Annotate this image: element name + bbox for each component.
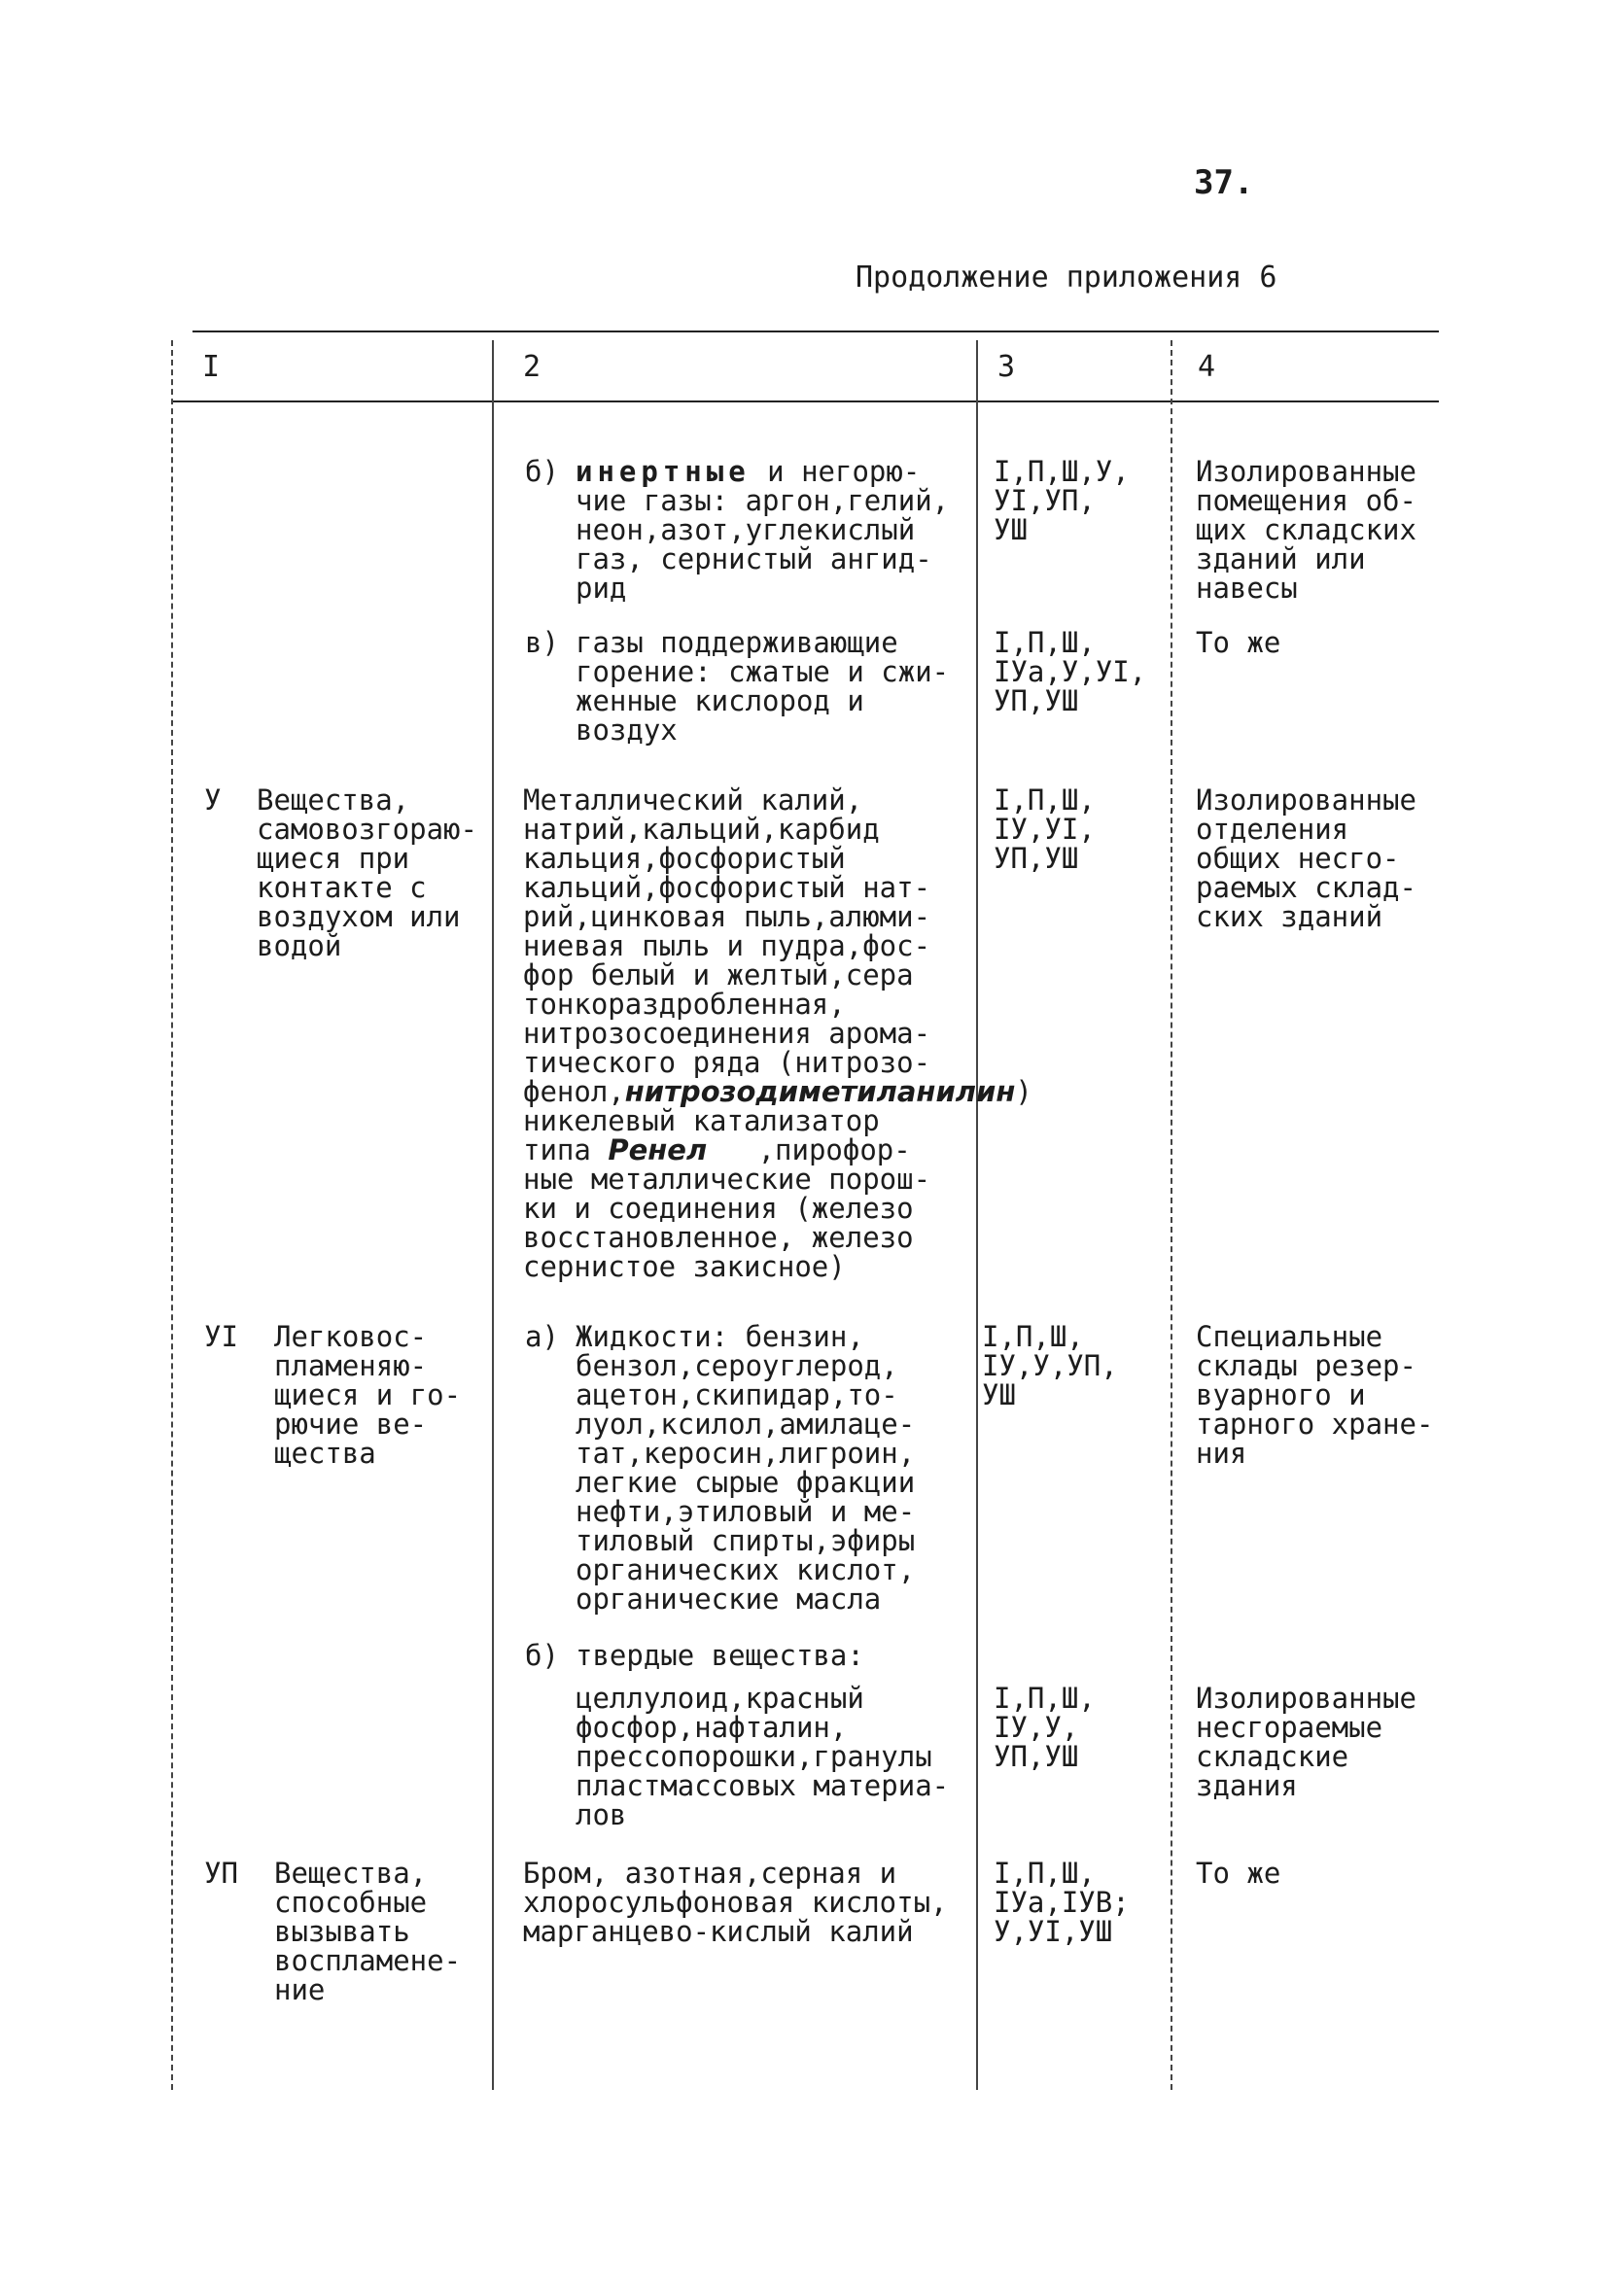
class-v-number: У [204,783,222,817]
text-line: горение: сжатые и сжи- [576,655,950,688]
text-line: целлулоид,красный [576,1682,864,1715]
text-line: самовозгораю- [257,813,477,846]
text-line: тарного хране- [1196,1408,1434,1441]
text-line: УШ [994,513,1028,546]
text-line: УП,УШ [994,1740,1079,1773]
text-line: тат,керосин,лигроин, [576,1437,916,1470]
text-line: I,П,Ш, [982,1320,1084,1353]
text-line: ниевая пыль и пудра,фос- [523,929,931,962]
text-line: склады резер- [1196,1349,1416,1382]
inert-lead-word: инертные [576,455,751,488]
text-line: газы поддерживающие [576,626,898,659]
text-line: I,П,Ш, [994,626,1096,659]
text-line: щиеся и го- [274,1378,462,1411]
column-header-3: 3 [997,350,1016,384]
text-line: щих складских [1196,513,1416,546]
text-line: прессопорошки,гранулы [576,1740,932,1773]
class-vii-classes [994,1859,1130,1946]
class-v-classes [994,785,1096,873]
text-line: I,П,Ш, [994,783,1096,817]
text-line: кальция,фосфористый [523,842,846,875]
text-line: здания [1196,1769,1298,1802]
text-line: воздухом или [257,900,461,933]
text-line: УШ [982,1378,1016,1411]
class-vii-number: УП [204,1857,238,1890]
text-line: помещения об- [1196,484,1416,517]
text-line: I,П,Ш, [994,1857,1096,1890]
row-solids-heading: твердые вещества: [576,1639,864,1672]
text-line: тонкораздробленная, [523,988,846,1021]
text-line: водой [257,929,342,962]
text-line: органических кислот, [576,1553,916,1586]
row-solids-classes [994,1684,1096,1771]
column-divider-3 [1171,340,1172,2090]
text-line: щества [274,1437,376,1470]
column-header-4: 4 [1198,350,1216,384]
class-vii-name [274,1859,461,2004]
text-line: IУ,У,УП, [982,1349,1118,1382]
text-line: натрий,кальций,карбид [523,813,880,846]
row-solids-substances [576,1684,949,1829]
text-line: рид [576,572,627,605]
text-line: рючие ве- [274,1408,428,1441]
row-oxidizing-gases-classes [994,628,1146,715]
column-header-1: I [202,350,221,384]
text-line: ских зданий [1196,900,1383,933]
text-line: легкие сырые фракции [576,1466,916,1499]
text-line: раемых склад- [1196,871,1416,904]
text-line: способные [274,1886,428,1919]
text-line: женные кислород и [576,684,864,717]
row-inert-gases-substances [576,457,949,603]
row-solids-storage [1196,1684,1416,1800]
handwritten-insert-nitrosodimethylaniline: нитрозодиметиланилин [624,1075,1016,1108]
text-line: Жидкости: бензин, [576,1320,864,1353]
text-line: воспламене- [274,1944,462,1977]
text-line: вуарного и [1196,1378,1366,1411]
class-vi-number: УI [204,1320,238,1353]
text-line: Специальные [1196,1320,1383,1353]
row-inert-gases-marker: б) [525,455,559,488]
text-line: хлоросульфоновая кислоты, [523,1886,948,1919]
row-liquids-substances [576,1322,915,1614]
text-line: ,пирофор- [707,1133,911,1166]
text-line: Изолированные [1196,1682,1416,1715]
text-line: общих несго- [1196,842,1400,875]
text-line: сернистое закисное) [523,1250,846,1283]
text-line: УI,УП, [994,484,1096,517]
text-line: тиловый спирты,эфиры [576,1524,916,1557]
text-line: IУ,УI, [994,813,1096,846]
text-line: ние [274,1973,326,2006]
row-oxidizing-gases-substances [576,628,949,745]
text-line: I,П,Ш,У, [994,455,1130,488]
continuation-title: Продолжение приложения 6 [856,261,1277,295]
row-liquids-marker: а) [525,1320,559,1353]
text-line: ные металлические порош- [523,1163,931,1196]
text-line: ния [1196,1437,1247,1470]
text-line: IУа,У,УI, [994,655,1147,688]
text-line: У,УI,УШ [994,1915,1113,1948]
text-line: нефти,этиловый и ме- [576,1495,916,1528]
text-line: Изолированные [1196,783,1416,817]
row-liquids-storage [1196,1322,1433,1468]
row-oxidizing-gases-marker: в) [525,626,559,659]
text-line: чие газы: аргон,гелий, [576,484,950,517]
text-line: щиеся при [257,842,410,875]
text-line: фосфор,нафталин, [576,1711,848,1744]
text-line: и негорю- [750,455,921,488]
text-line: органические масла [576,1583,882,1616]
text-line: кальций,фосфористый нат- [523,871,931,904]
row-liquids-classes [982,1322,1118,1409]
text-line: IУ,У, [994,1711,1079,1744]
class-v-storage [1196,785,1416,931]
text-line: Вещества, [274,1857,428,1890]
text-line: несгораемые [1196,1711,1383,1744]
text-line: зданий или [1196,542,1366,575]
text-line: ацетон,скипидар,то- [576,1378,898,1411]
text-line: газ, сернистый ангид- [576,542,932,575]
text-line: ) [1015,1075,1032,1108]
text-line: нитрозосоединения арома- [523,1017,931,1050]
class-vii-substances [523,1859,948,1946]
text-line: Металлический калий, [523,783,863,817]
text-line: типа [523,1133,609,1166]
text-line: бензол,сероуглерод, [576,1349,898,1382]
text-line: воздух [576,713,678,747]
text-line: тического ряда (нитрозо- [523,1046,931,1079]
column-divider-left [171,340,173,2090]
text-line: рий,цинковая пыль,алюми- [523,900,931,933]
text-line: контакте с [257,871,427,904]
text-line: Бром, азотная,серная и [523,1857,897,1890]
text-line: ки и соединения (железо [523,1192,914,1225]
header-bottom-rule [173,400,1439,402]
text-line: пламеняю- [274,1349,428,1382]
column-divider-1 [492,340,494,2090]
text-line: Вещества, [257,783,410,817]
text-line: восстановленное, железо [523,1221,914,1254]
text-line: никелевый катализатор [523,1104,880,1137]
class-v-substances [523,785,1032,1281]
text-line: луол,ксилол,амилаце- [576,1408,916,1441]
text-line: фенол, [523,1075,625,1108]
row-inert-gases-classes [994,457,1130,544]
text-line: I,П,Ш, [994,1682,1096,1715]
text-line: пластмассовых материа- [576,1769,950,1802]
class-vii-storage: То же [1196,1857,1281,1890]
text-line: лов [576,1798,627,1831]
handwritten-insert-raney: Ренел [608,1133,708,1166]
row-inert-gases-storage [1196,457,1416,603]
text-line: неон,азот,углекислый [576,513,916,546]
page-number: 37. [1194,163,1254,202]
text-line: УП,УШ [994,842,1079,875]
text-line: фор белый и желтый,сера [523,958,914,991]
text-line: IУа,IУВ; [994,1886,1130,1919]
text-line: навесы [1196,572,1298,605]
column-header-2: 2 [523,350,542,384]
row-solids-marker: б) [525,1639,559,1672]
text-line: вызывать [274,1915,410,1948]
class-v-name [257,785,477,960]
text-line: Легковос- [274,1320,428,1353]
text-line: отделения [1196,813,1349,846]
class-vi-name [274,1322,461,1468]
text-line: УП,УШ [994,684,1079,717]
text-line: марганцево-кислый калий [523,1915,914,1948]
text-line: складские [1196,1740,1349,1773]
text-line: Изолированные [1196,455,1416,488]
table-top-rule [192,330,1439,332]
row-oxidizing-gases-storage: То же [1196,626,1281,659]
